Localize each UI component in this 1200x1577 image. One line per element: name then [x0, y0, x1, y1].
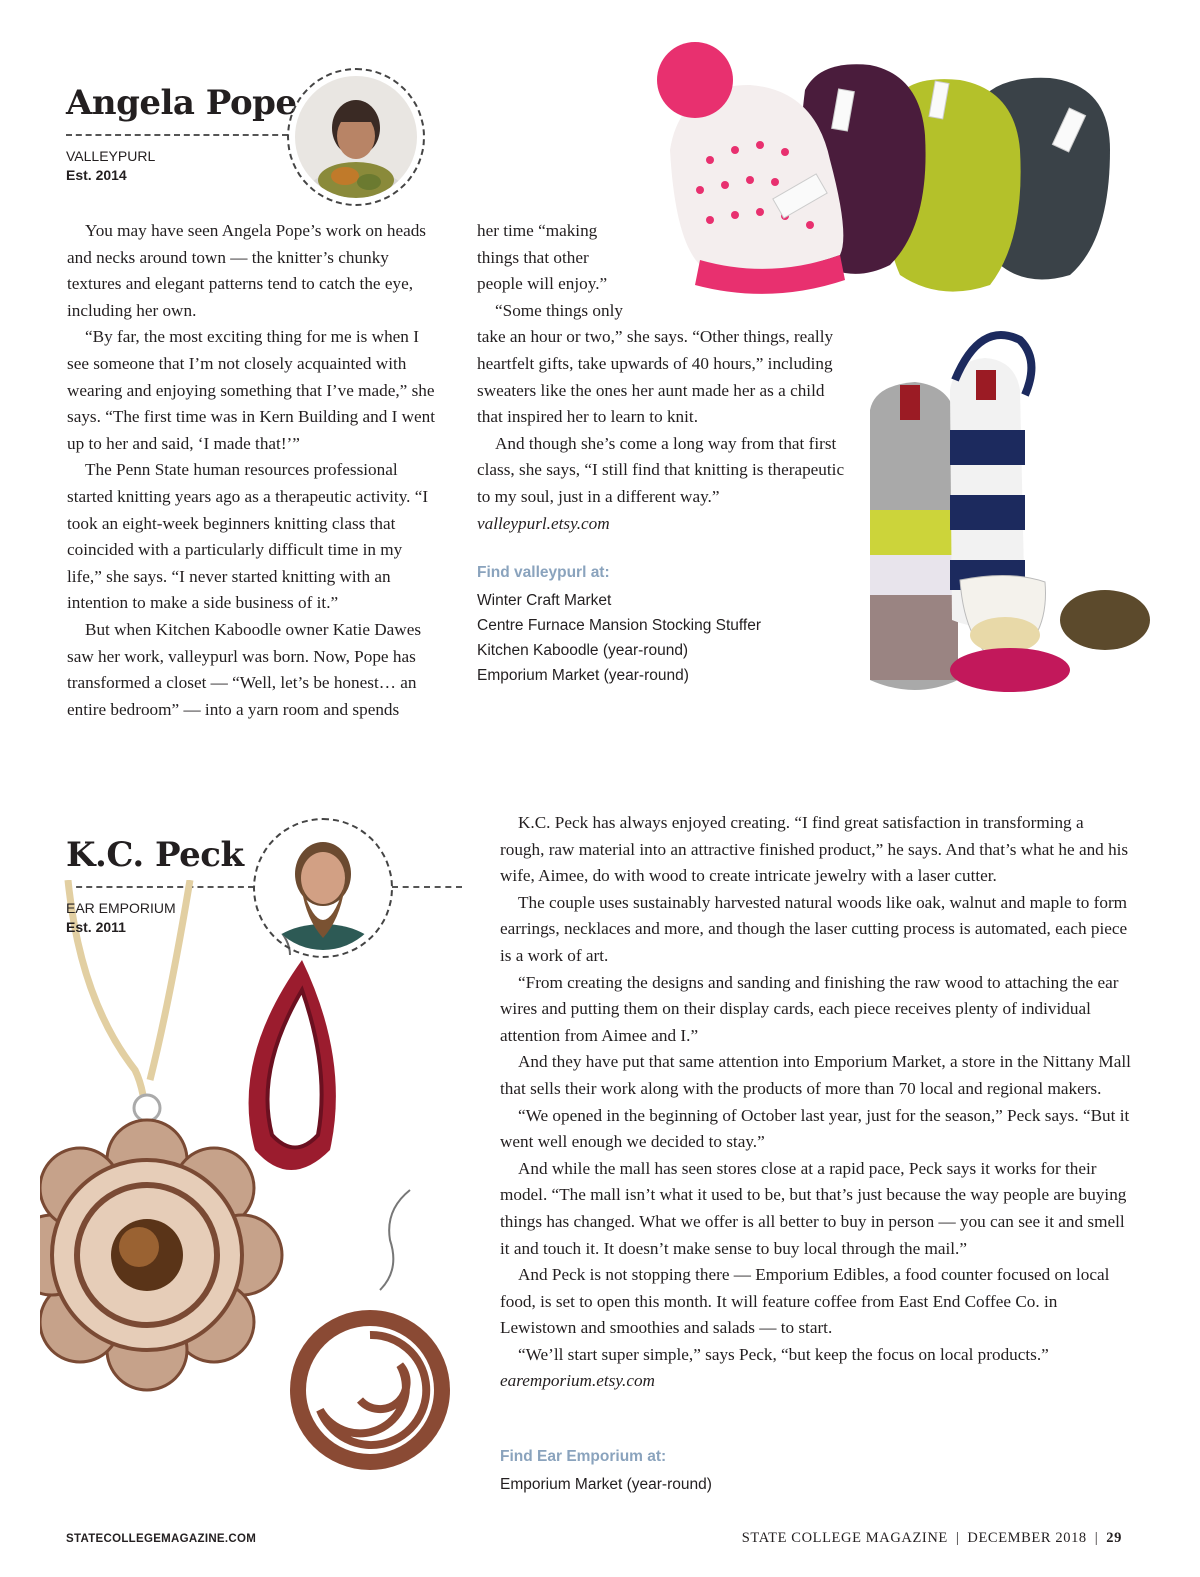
bottle-cozy-icon: [840, 320, 1160, 700]
pope-paragraph: But when Kitchen Kaboodle owner Katie Dawes saw her work, valleypurl was born. Now, Pope has transformed a closet — “Well, let’s be honest… an entire bedroom” — into a yarn room and spends: [67, 619, 422, 719]
pope-col2-line: people will enjoy.”: [477, 274, 608, 294]
pope-name: Angela Pope: [66, 83, 297, 123]
peck-established: Est. 2011: [66, 919, 126, 935]
peck-paragraph: And they have put that same attention into Emporium Market, a store in the Nittany Mall that sells their work along with the products of more than 70 local and regional makers.: [500, 1052, 1131, 1098]
pope-paragraph: And though she’s come a long way from that first class, she says, “I still find that knitting is therapeutic to my soul, just in a different way.”: [477, 433, 845, 506]
pope-avatar: [287, 68, 425, 206]
peck-find-heading: Find Ear Emporium at:: [500, 1448, 667, 1465]
peck-article: [500, 810, 1132, 1395]
pope-paragraph: “By far, the most exciting thing for me is when I see someone that I’m not closely acquainted with wearing and enjoying something that I’ve made,” she says. “The first time was in Kern Building and I went up to her and said, ‘I made that!’”: [67, 327, 436, 453]
pope-col2-line: “Some things only: [495, 300, 623, 320]
pope-avatar-photo: [295, 76, 417, 198]
jewelry-photo: [40, 880, 480, 1490]
pompom: [657, 42, 733, 118]
peck-find-list: [500, 1472, 860, 1497]
peck-paragraph: And Peck is not stopping there — Emporium Edibles, a food counter focused on local food, is set to open this month. It will feature coffee from East End Coffee Co. in Lewistown and smoothies and salads — to start.: [500, 1265, 1110, 1338]
peck-name: K.C. Peck: [66, 835, 244, 875]
peck-paragraph: “We opened in the beginning of October last year, just for the season,” Peck says. “But it went well enough we decided to stay.”: [500, 1105, 1130, 1152]
peck-paragraph: And while the mall has seen stores close at a rapid pace, Peck says it works for their model. “The mall isn’t what it used to be, but that’s just because the way people are buying things has changed. What we offer is all better to buy in person — you can see it and smell it and touch it. It doesn’t make sense to buy local through the mail.”: [500, 1158, 1127, 1258]
footer-issue: DECEMBER 2018: [967, 1530, 1087, 1546]
pope-business-info: [66, 147, 155, 185]
peck-paragraph: “We’ll start super simple,” says Peck, “but keep the focus on local products.”: [518, 1344, 1049, 1364]
list-item: Emporium Market (year-round): [477, 667, 689, 684]
pope-article-col1: [67, 218, 441, 723]
pope-col2-line: her time “making: [477, 221, 598, 240]
footer-folio: [742, 1530, 1122, 1547]
pope-col2-line: things that other: [477, 247, 589, 267]
pope-portrait-icon: [295, 76, 417, 198]
list-item: Centre Furnace Mansion Stocking Stuffer: [477, 617, 762, 634]
list-item: Kitchen Kaboodle (year-round): [477, 642, 689, 659]
pope-paragraph: You may have seen Angela Pope’s work on heads and necks around town — the knitter’s chunky textures and elegant patterns tend to catch the eye, including her own.: [67, 221, 426, 320]
footer-website[interactable]: STATECOLLEGEMAGAZINE.COM: [66, 1533, 257, 1545]
bottle-cozies-photo: [840, 320, 1160, 700]
peck-paragraph: “From creating the designs and sanding and finishing the raw wood to attaching the ear wires and putting them on their display cards, each piece receives plenty of individual attention from Aimee and I.”: [500, 972, 1119, 1045]
pope-business-name: VALLEYPURL: [66, 148, 156, 164]
pope-find-box: [477, 564, 837, 688]
pope-paragraph: The Penn State human resources professional started knitting years ago as a therapeutic activity. “I took an eight-week beginners knitting class that coincided with a particularly difficult time in my life,” she says. “I never started knitting with an intention to make a side business of it.”: [67, 460, 429, 613]
peck-portrait-icon: [261, 826, 385, 950]
footer-separator: |: [1094, 1530, 1099, 1546]
footer-separator: |: [955, 1530, 960, 1546]
pope-article-col2: [477, 218, 849, 537]
peck-paragraph: The couple uses sustainably harvested natural woods like oak, walnut and maple to form earrings, necklaces and more, and though the laser cutting process is automated, each piece is a work of art.: [500, 892, 1128, 965]
footer-magazine-name: STATE COLLEGE MAGAZINE: [741, 1530, 948, 1546]
peck-avatar: [253, 818, 393, 958]
pope-find-heading: Find valleypurl at:: [477, 564, 610, 581]
pope-established: Est. 2014: [66, 167, 127, 183]
pope-header-rule: [66, 134, 288, 136]
list-item: Emporium Market (year-round): [500, 1476, 712, 1493]
peck-business-info: [66, 899, 176, 937]
peck-business-name: EAR EMPORIUM: [66, 900, 176, 916]
wood-jewelry-icon: [40, 880, 480, 1490]
pope-paragraph: take an hour or two,” she says. “Other things, really heartfelt gifts, take upwards of 40 hours,” including sweaters like the ones her aunt made her as a child that inspired her to learn to knit.: [477, 327, 834, 427]
peck-url[interactable]: earemporium.etsy.com: [500, 1371, 655, 1391]
page-number: 29: [1106, 1530, 1122, 1546]
pope-url[interactable]: valleypurl.etsy.com: [477, 513, 610, 533]
peck-find-box: [500, 1448, 860, 1497]
list-item: Winter Craft Market: [477, 592, 612, 609]
peck-avatar-photo: [261, 826, 385, 950]
peck-paragraph: K.C. Peck has always enjoyed creating. “I find great satisfaction in transforming a rough, raw material into an attractive finished product,” he says. And that’s what he and his wife, Aimee, do with wood to create intricate jewelry with a laser cutter.: [500, 813, 1129, 886]
pope-find-list: [477, 588, 837, 688]
